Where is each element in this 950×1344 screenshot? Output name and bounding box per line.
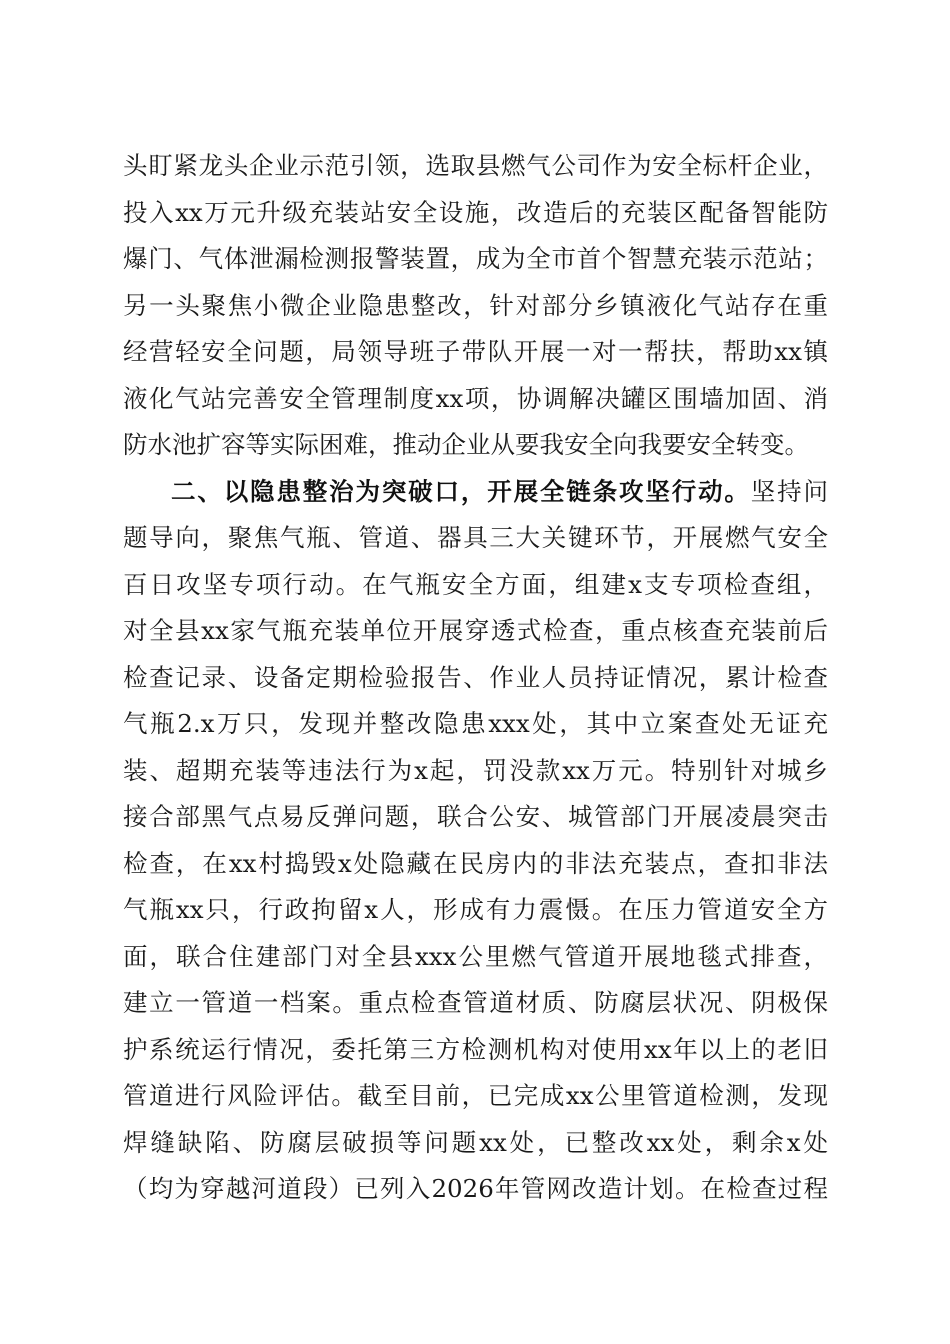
paragraph-line: 防水池扩容等实际困难，推动企业从要我安全向我要安全转变。	[123, 430, 809, 459]
paragraph-line: 百日攻坚专项行动。在气瓶安全方面，组建x支专项检查组，	[123, 569, 828, 599]
paragraph-line: 建立一管道一档案。重点检查管道材质、防腐层状况、阴极保	[123, 988, 828, 1017]
paragraph-line: 另一头聚焦小微企业隐患整改，针对部分乡镇液化气站存在重	[123, 290, 828, 320]
paragraph-line: 气瓶xx只，行政拘留x人，形成有力震慑。在压力管道安全方	[123, 895, 828, 924]
body-text	[123, 143, 828, 1213]
paragraph-line: 护系统运行情况，委托第三方检测机构对使用xx年以上的老旧	[123, 1034, 828, 1064]
paragraph-line: 对全县xx家气瓶充装单位开展穿透式检查，重点核查充装前后	[123, 616, 828, 645]
paragraph-1	[123, 143, 828, 469]
paragraph-line: 经营轻安全问题，局领导班子带队开展一对一帮扶，帮助xx镇	[123, 337, 828, 366]
paragraph-first-line	[123, 469, 828, 516]
paragraph-line: 焊缝缺陷、防腐层破损等问题xx处，已整改xx处，剩余x处	[123, 1127, 828, 1157]
paragraph-line: 投入xx万元升级充装站安全设施，改造后的充装区配备智能防	[123, 197, 828, 227]
paragraph-line: 装、超期充装等违法行为x起，罚没款xx万元。特别针对城乡	[123, 755, 828, 785]
paragraph-line: 检查，在xx村捣毁x处隐藏在民房内的非法充装点，查扣非法	[123, 848, 828, 878]
paragraph-2	[123, 469, 828, 1213]
paragraph-line: （均为穿越河道段）已列入2026年管网改造计划。在检查过程	[123, 1174, 828, 1203]
paragraph-line: 题导向，聚焦气瓶、管道、器具三大关键环节，开展燃气安全	[123, 523, 828, 552]
paragraph-line: 头盯紧龙头企业示范引领，选取县燃气公司作为安全标杆企业，	[123, 151, 828, 180]
paragraph-line: 面，联合住建部门对全县xxx公里燃气管道开展地毯式排查，	[123, 941, 828, 971]
paragraph-line: 管道进行风险评估。截至目前，已完成xx公里管道检测，发现	[123, 1081, 828, 1110]
paragraph-line: 液化气站完善安全管理制度xx项，协调解决罐区围墙加固、消	[123, 383, 828, 413]
section-heading: 二、以隐患整治为突破口，开展全链条攻坚行动。	[171, 476, 751, 506]
paragraph-line: 接合部黑气点易反弹问题，联合公安、城管部门开展凌晨突击	[123, 802, 828, 831]
paragraph-line: 气瓶2.x万只，发现并整改隐患xxx处，其中立案查处无证充	[123, 709, 828, 738]
paragraph-line: 爆门、气体泄漏检测报警装置，成为全市首个智慧充装示范站；	[123, 244, 828, 273]
paragraph-line-rest: 坚持问	[750, 476, 829, 506]
paragraph-line: 检查记录、设备定期检验报告、作业人员持证情况，累计检查	[123, 662, 828, 692]
